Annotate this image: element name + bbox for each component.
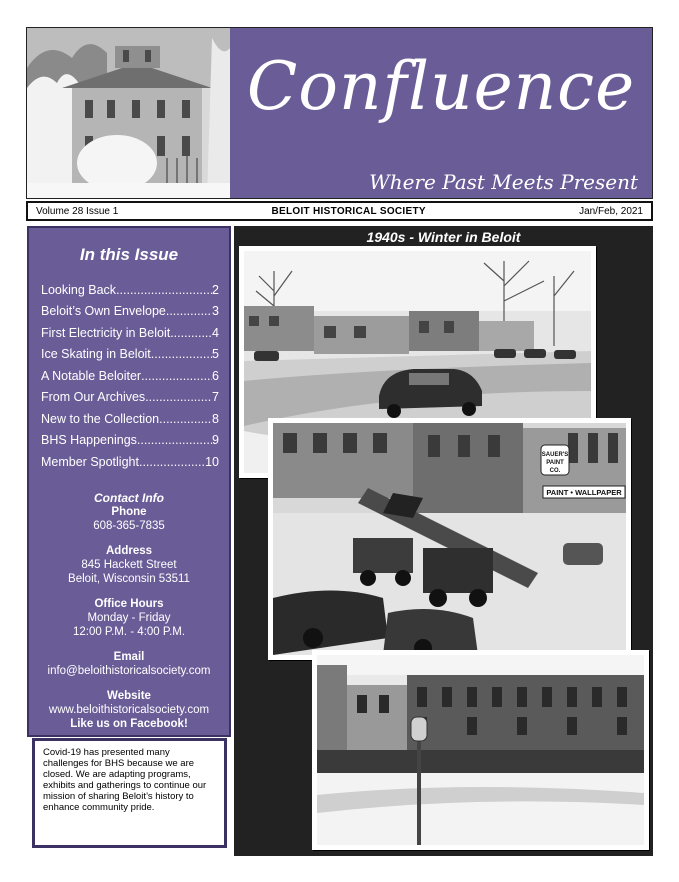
covid-note: Covid-19 has presented many challenges for BHS because we are closed. We are adapting programs, exhibits and gatherings to continue our mission of sharing Beloit’s history to enhance community pride.: [32, 738, 227, 848]
phone-label: Phone: [111, 505, 147, 518]
contact-heading: Contact Info: [94, 490, 164, 505]
svg-text:PAINT: PAINT: [546, 460, 564, 466]
sidebar: [27, 226, 231, 737]
title-panel: [230, 28, 652, 198]
svg-text:CO.: CO.: [549, 468, 561, 474]
toc-item-page: 4: [212, 325, 219, 340]
svg-text:SAUER'S: SAUER'S: [541, 452, 569, 458]
toc-item-title: From Our Archives: [41, 390, 146, 405]
toc-item-page: 10: [205, 454, 219, 469]
address-label: Address: [105, 544, 153, 557]
toc-item-page: 8: [212, 411, 219, 426]
toc-item[interactable]: [41, 387, 219, 409]
toc-item-title: A Notable Beloiter: [41, 368, 142, 383]
address-line-2: Beloit, Wisconsin 53511: [68, 572, 190, 585]
toc-item[interactable]: [41, 365, 219, 387]
toc-item-page: 3: [212, 304, 219, 319]
contact-info: [29, 491, 229, 731]
issue-date: Jan/Feb, 2021: [579, 205, 643, 217]
toc-item-title: Member Spotlight: [41, 454, 139, 469]
email-label: Email: [113, 650, 145, 663]
facebook-link[interactable]: Like us on Facebook!: [70, 717, 188, 730]
email-link[interactable]: info@beloithistoricalsociety.com: [47, 664, 211, 677]
toc-item[interactable]: [41, 322, 219, 344]
toc-item-title: Looking Back: [41, 282, 117, 297]
society-name: BELOIT HISTORICAL SOCIETY: [271, 205, 426, 217]
toc-item[interactable]: [41, 430, 219, 452]
snow-removal-photo: [268, 418, 631, 660]
website-link[interactable]: www.beloithistoricalsociety.com: [48, 703, 210, 716]
newsletter-title: Confluence: [246, 48, 636, 125]
masthead: [26, 27, 653, 199]
toc-item-page: 2: [212, 282, 219, 297]
storefronts-photo: [312, 650, 649, 850]
snow-plow-image: [273, 423, 626, 655]
house-image: [27, 28, 230, 198]
toc-item-title: Ice Skating in Beloit: [41, 347, 151, 362]
historic-house-photo: [27, 28, 230, 198]
address-line-1: 845 Hackett Street: [81, 558, 177, 571]
table-of-contents: [29, 279, 229, 473]
phone-number[interactable]: 608-365-7835: [93, 519, 165, 532]
toc-item-page: 7: [212, 390, 219, 405]
toc-item-page: 5: [212, 347, 219, 362]
office-hours-time: 12:00 P.M. - 4:00 P.M.: [72, 625, 186, 638]
downtown-buildings-image: [317, 655, 644, 845]
toc-item[interactable]: [41, 301, 219, 323]
office-hours-days: Monday - Friday: [87, 611, 171, 624]
toc-item[interactable]: [41, 408, 219, 430]
toc-item-title: BHS Happenings: [41, 433, 137, 448]
svg-text:PAINT • WALLPAPER: PAINT • WALLPAPER: [546, 488, 622, 497]
volume-issue: Volume 28 Issue 1: [36, 205, 119, 217]
toc-item-title: New to the Collection: [41, 411, 160, 426]
toc-item-page: 6: [212, 368, 219, 383]
toc-heading: In this Issue: [79, 245, 179, 264]
toc-item[interactable]: [41, 344, 219, 366]
toc-item-title: Beloit’s Own Envelope: [41, 304, 166, 319]
photo-panel-title: 1940s - Winter in Beloit: [366, 229, 521, 245]
issue-bar: [26, 201, 653, 221]
toc-item[interactable]: [41, 451, 219, 473]
newsletter-tagline: Where Past Meets Present: [369, 170, 638, 194]
website-label: Website: [107, 689, 151, 702]
toc-item-page: 9: [212, 433, 219, 448]
toc-item[interactable]: [41, 279, 219, 301]
photo-panel: [234, 226, 653, 856]
office-hours-label: Office Hours: [94, 597, 164, 610]
toc-item-title: First Electricity in Beloit: [41, 325, 171, 340]
